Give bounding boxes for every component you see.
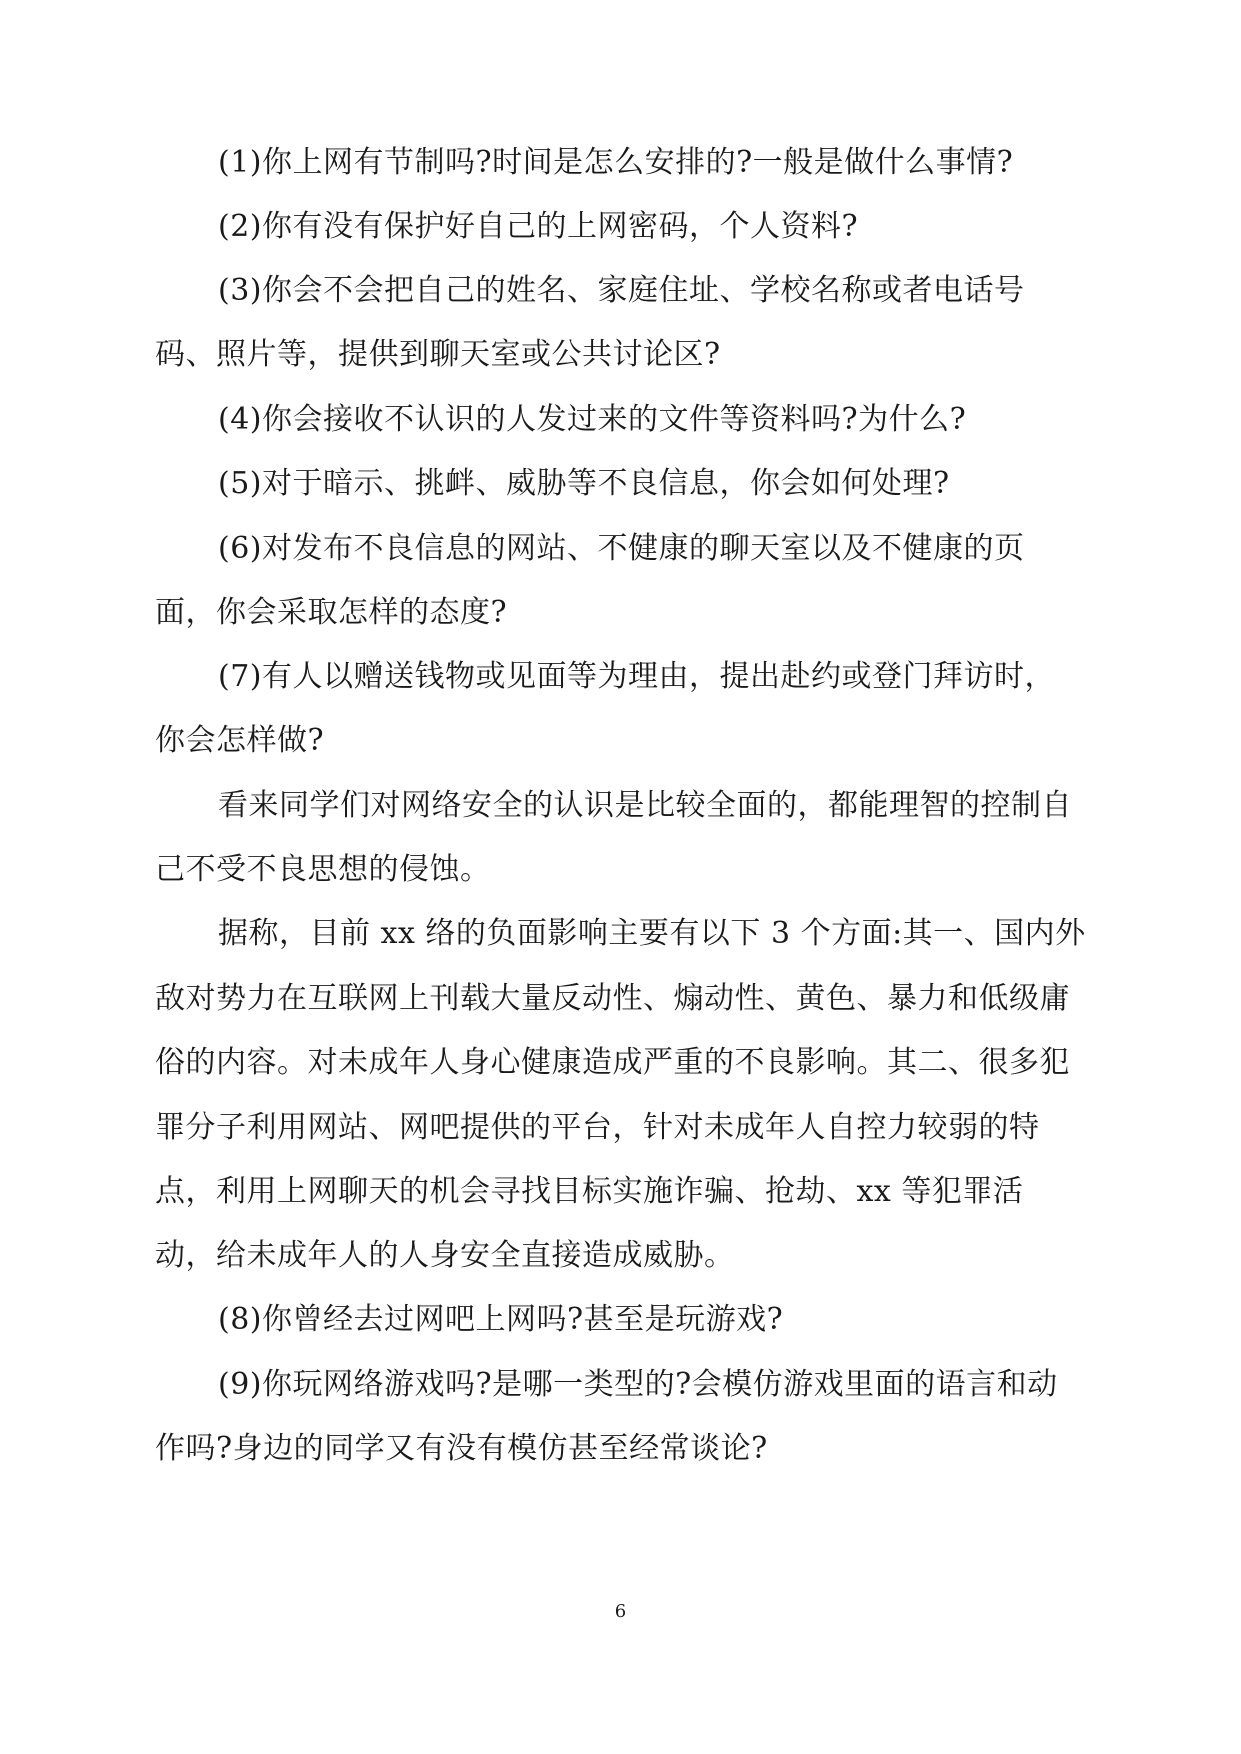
page-number: 6 [614, 1601, 627, 1622]
question-7-line-1: (7)有人以赠送钱物或见面等为理由，提出赴约或登门拜访时， [218, 659, 1055, 694]
question-9-line-2: 作吗?身边的同学又有没有模仿甚至经常谈论? [155, 1431, 768, 1466]
question-9-line-1: (9)你玩网络游戏吗?是哪一类型的?会模仿游戏里面的语言和动 [218, 1367, 1058, 1402]
paragraph-impact-line-5: 点，利用上网聊天的机会寻找目标实施诈骗、抢劫、xx 等犯罪活 [155, 1174, 1024, 1209]
question-3-line-2: 码、照片等，提供到聊天室或公共讨论区? [155, 337, 721, 372]
paragraph-impact-line-6: 动，给未成年人的人身安全直接造成威胁。 [155, 1238, 735, 1273]
question-1-line-1: (1)你上网有节制吗?时间是怎么安排的?一般是做什么事情? [218, 145, 1014, 180]
question-3-line-1: (3)你会不会把自己的姓名、家庭住址、学校名称或者电话号 [218, 273, 1025, 308]
question-5-line-1: (5)对于暗示、挑衅、威胁等不良信息，你会如何处理? [218, 466, 950, 501]
paragraph-summary-line-2: 己不受不良思想的侵蚀。 [155, 852, 491, 887]
paragraph-impact-line-1: 据称，目前 xx 络的负面影响主要有以下 3 个方面:其一、国内外 [218, 916, 1086, 951]
paragraph-impact-line-2: 敌对势力在互联网上刊载大量反动性、煽动性、黄色、暴力和低级庸 [155, 981, 1070, 1016]
question-7-line-2: 你会怎样做? [155, 723, 325, 758]
paragraph-impact-line-4: 罪分子利用网站、网吧提供的平台，针对未成年人自控力较弱的特 [155, 1110, 1040, 1145]
question-2-line-1: (2)你有没有保护好自己的上网密码，个人资料? [218, 209, 859, 244]
question-6-line-1: (6)对发布不良信息的网站、不健康的聊天室以及不健康的页 [218, 531, 1025, 566]
question-6-line-2: 面，你会采取怎样的态度? [155, 595, 508, 630]
paragraph-summary-line-1: 看来同学们对网络安全的认识是比较全面的，都能理智的控制自 [218, 788, 1072, 823]
question-8-line-1: (8)你曾经去过网吧上网吗?甚至是玩游戏? [218, 1302, 784, 1337]
question-4-line-1: (4)你会接收不认识的人发过来的文件等资料吗?为什么? [218, 402, 967, 437]
paragraph-impact-line-3: 俗的内容。对未成年人身心健康造成严重的不良影响。其二、很多犯 [155, 1045, 1070, 1080]
